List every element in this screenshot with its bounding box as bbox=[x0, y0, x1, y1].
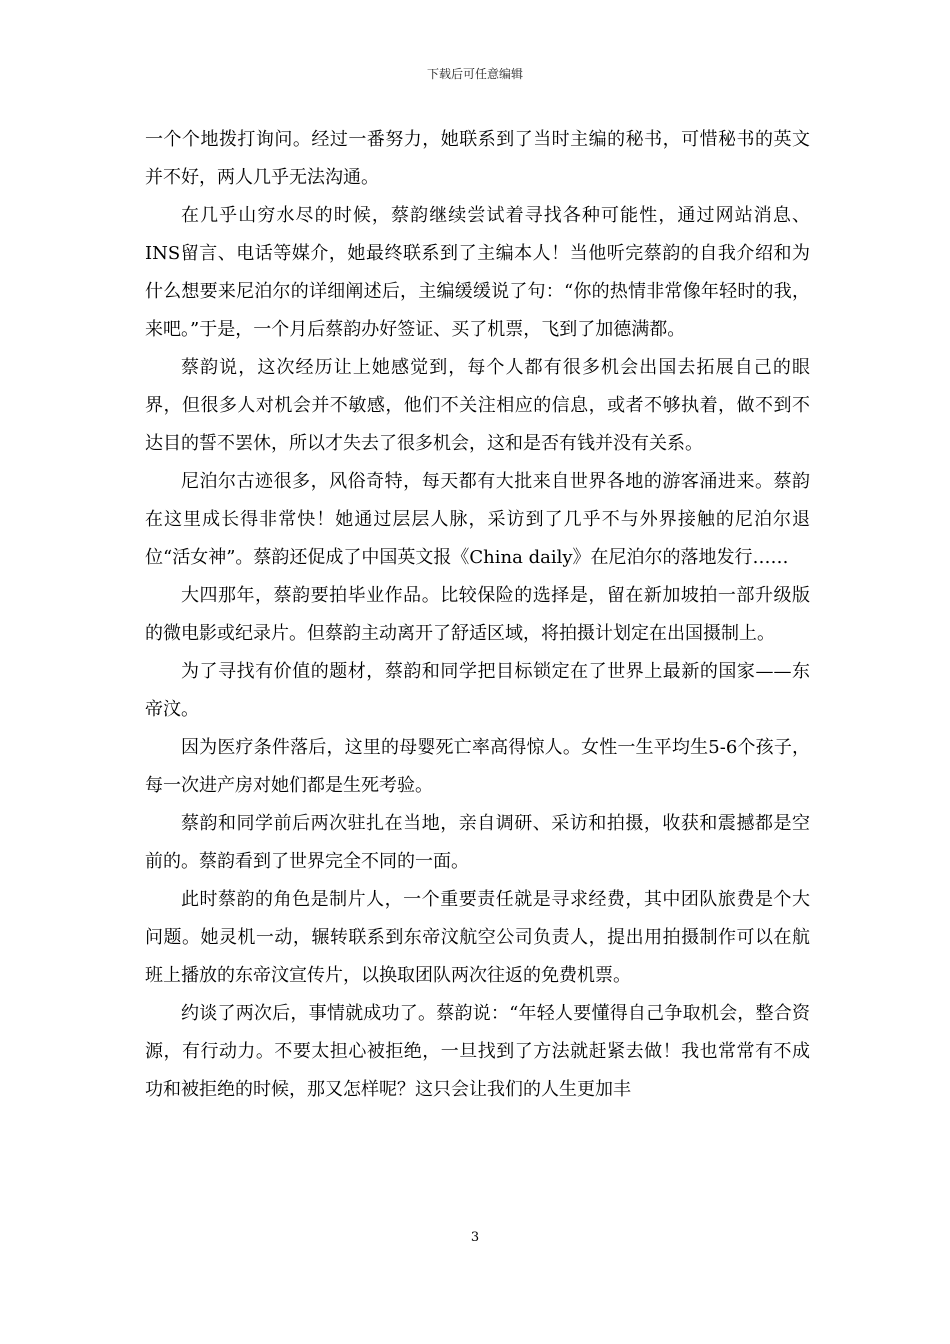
paragraph: 大四那年，蔡韵要拍毕业作品。比较保险的选择是，留在新加坡拍一部升级版的微电影或纪录片。但蔡韵主动离开了舒适区域，将拍摄计划定在出国摄制上。 bbox=[145, 585, 810, 644]
paragraph: 一个个地拨打询问。经过一番努力，她联系到了当时主编的秘书，可惜秘书的英文并不好，两人几乎无法沟通。 bbox=[145, 129, 810, 188]
paragraph: 在几乎山穷水尽的时候，蔡韵继续尝试着寻找各种可能性，通过网站消息、INS留言、电话等媒介，她最终联系到了主编本人！当他听完蔡韵的自我介绍和为什么想要来尼泊尔的详细阐述后，主编缓缓说了句：“你的热情非常像年轻时的我，来吧。”于是，一个月后蔡韵办好签证、买了机票，飞到了加德满都。 bbox=[145, 205, 810, 340]
document-body bbox=[145, 121, 810, 1109]
paragraph: 蔡韵说，这次经历让上她感觉到，每个人都有很多机会出国去拓展自己的眼界，但很多人对机会并不敏感，他们不关注相应的信息，或者不够执着，做不到不达目的誓不罢休，所以才失去了很多机会，这和是否有钱并没有关系。 bbox=[145, 357, 810, 454]
paragraph: 因为医疗条件落后，这里的母婴死亡率高得惊人。女性一生平均生5-6个孩子，每一次进产房对她们都是生死考验。 bbox=[145, 737, 810, 796]
paragraph: 为了寻找有价值的题材，蔡韵和同学把目标锁定在了世界上最新的国家——东帝汶。 bbox=[145, 661, 810, 720]
page-header: 下载后可任意编辑 bbox=[426, 67, 523, 81]
paragraph: 尼泊尔古迹很多，风俗奇特，每天都有大批来自世界各地的游客涌进来。蔡韵在这里成长得非常快！她通过层层人脉，采访到了几乎不与外界接触的尼泊尔退位“活女神”。蔡韵还促成了中国英文报《China daily》在尼泊尔的落地发行…… bbox=[145, 471, 810, 568]
paragraph: 蔡韵和同学前后两次驻扎在当地，亲自调研、采访和拍摄，收获和震撼都是空前的。蔡韵看到了世界完全不同的一面。 bbox=[145, 813, 810, 872]
paragraph: 此时蔡韵的角色是制片人，一个重要责任就是寻求经费，其中团队旅费是个大问题。她灵机一动，辗转联系到东帝汶航空公司负责人，提出用拍摄制作可以在航班上播放的东帝汶宣传片，以换取团队两次往返的免费机票。 bbox=[145, 889, 810, 986]
page-number: 3 bbox=[470, 1230, 480, 1245]
paragraph: 约谈了两次后，事情就成功了。蔡韵说：“年轻人要懂得自己争取机会，整合资源，有行动力。不要太担心被拒绝，一旦找到了方法就赶紧去做！我也常常有不成功和被拒绝的时候，那又怎样呢？这只会让我们的人生更加丰 bbox=[145, 1003, 810, 1100]
